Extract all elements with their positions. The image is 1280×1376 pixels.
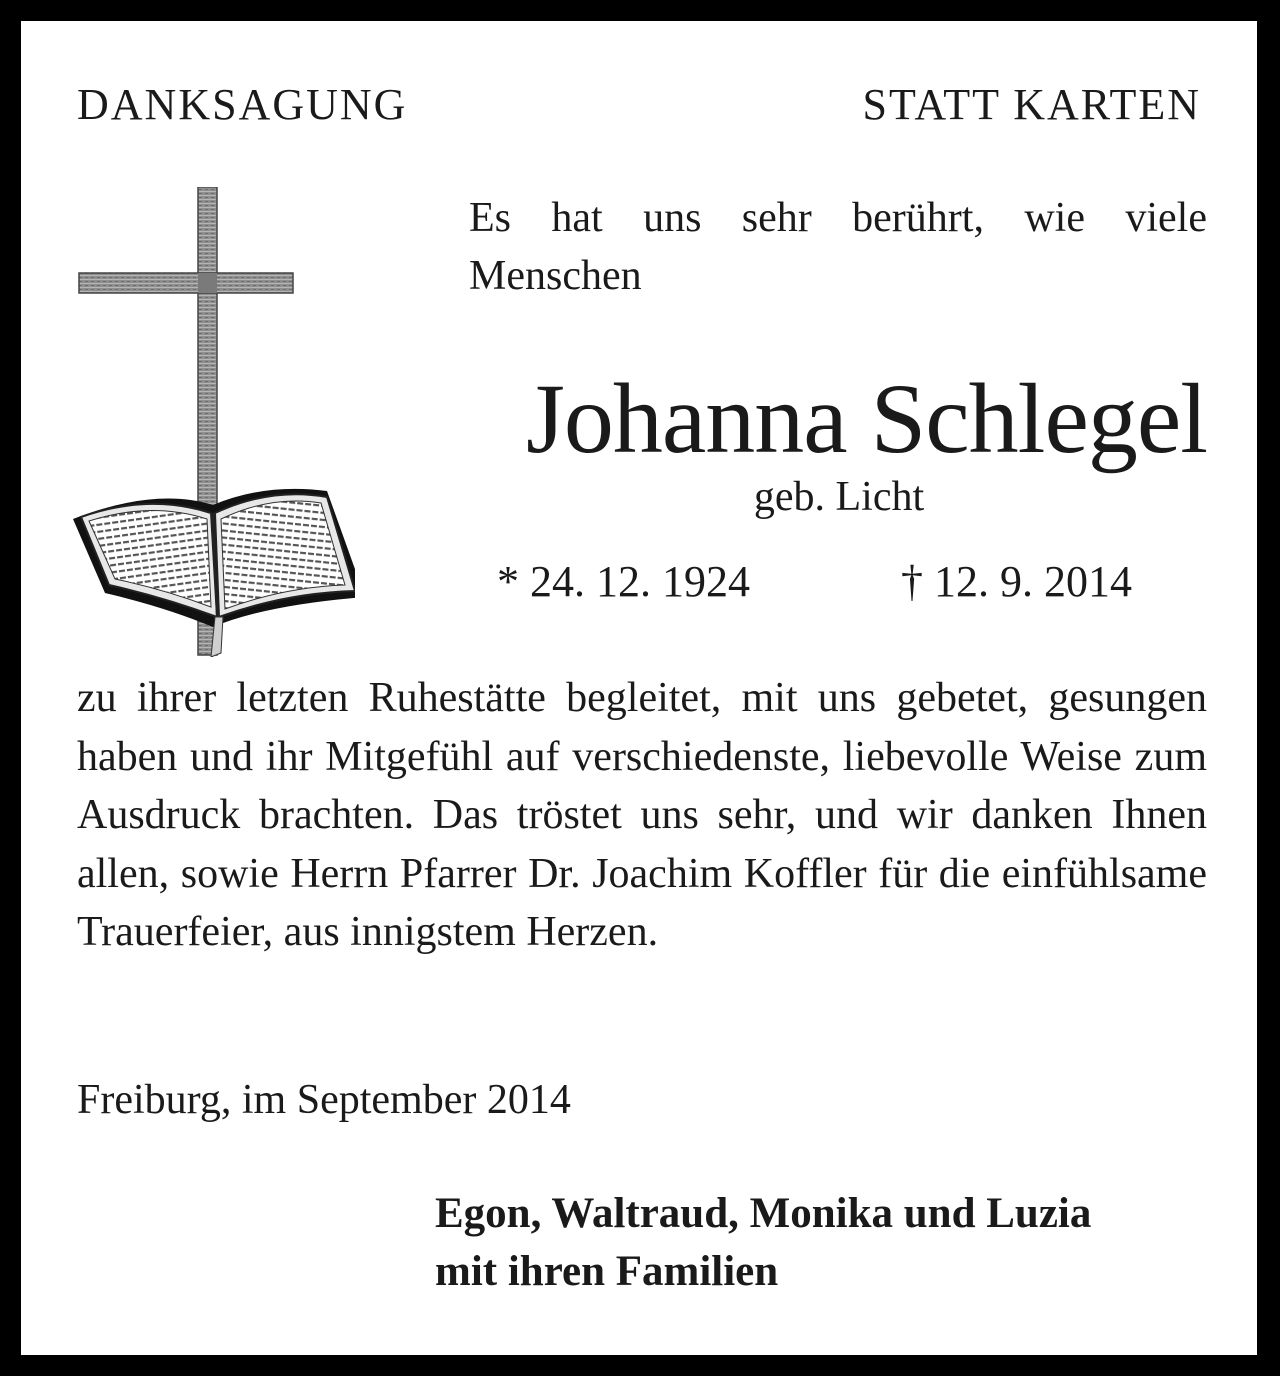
place-and-date: Freiburg, im September 2014 [77, 1077, 571, 1123]
intro-text: Es hat uns sehr berührt, wie viele Menschen [469, 195, 1207, 299]
obituary-card [21, 21, 1257, 1355]
header-danksagung: DANKSAGUNG [77, 80, 408, 129]
death-date: † 12. 9. 2014 [901, 557, 1132, 606]
deceased-name: Johanna Schlegel [525, 363, 1207, 474]
cross-with-open-bible-icon [65, 187, 355, 657]
header-statt-karten: STATT KARTEN [862, 80, 1201, 129]
maiden-name: geb. Licht [753, 474, 925, 520]
signers [435, 1185, 1091, 1301]
signers-line-2: mit ihren Familien [435, 1248, 779, 1295]
birth-date: * 24. 12. 1924 [497, 557, 750, 606]
body-text: zu ihrer letzten Ruhestätte begleitet, mit uns gebetet, gesungen haben und ihr Mitgefühl auf verschiedenste, liebevolle Weise zum Ausdruck brachten. Das tröstet uns sehr, und wir danken Ihnen allen, sowie Herrn Pfarrer Dr. Joachim Koffler für die einfühlsame Trauerfeier, aus innigstem Herzen. [77, 675, 1207, 955]
signers-line-1: Egon, Waltraud, Monika und Luzia [435, 1190, 1092, 1237]
